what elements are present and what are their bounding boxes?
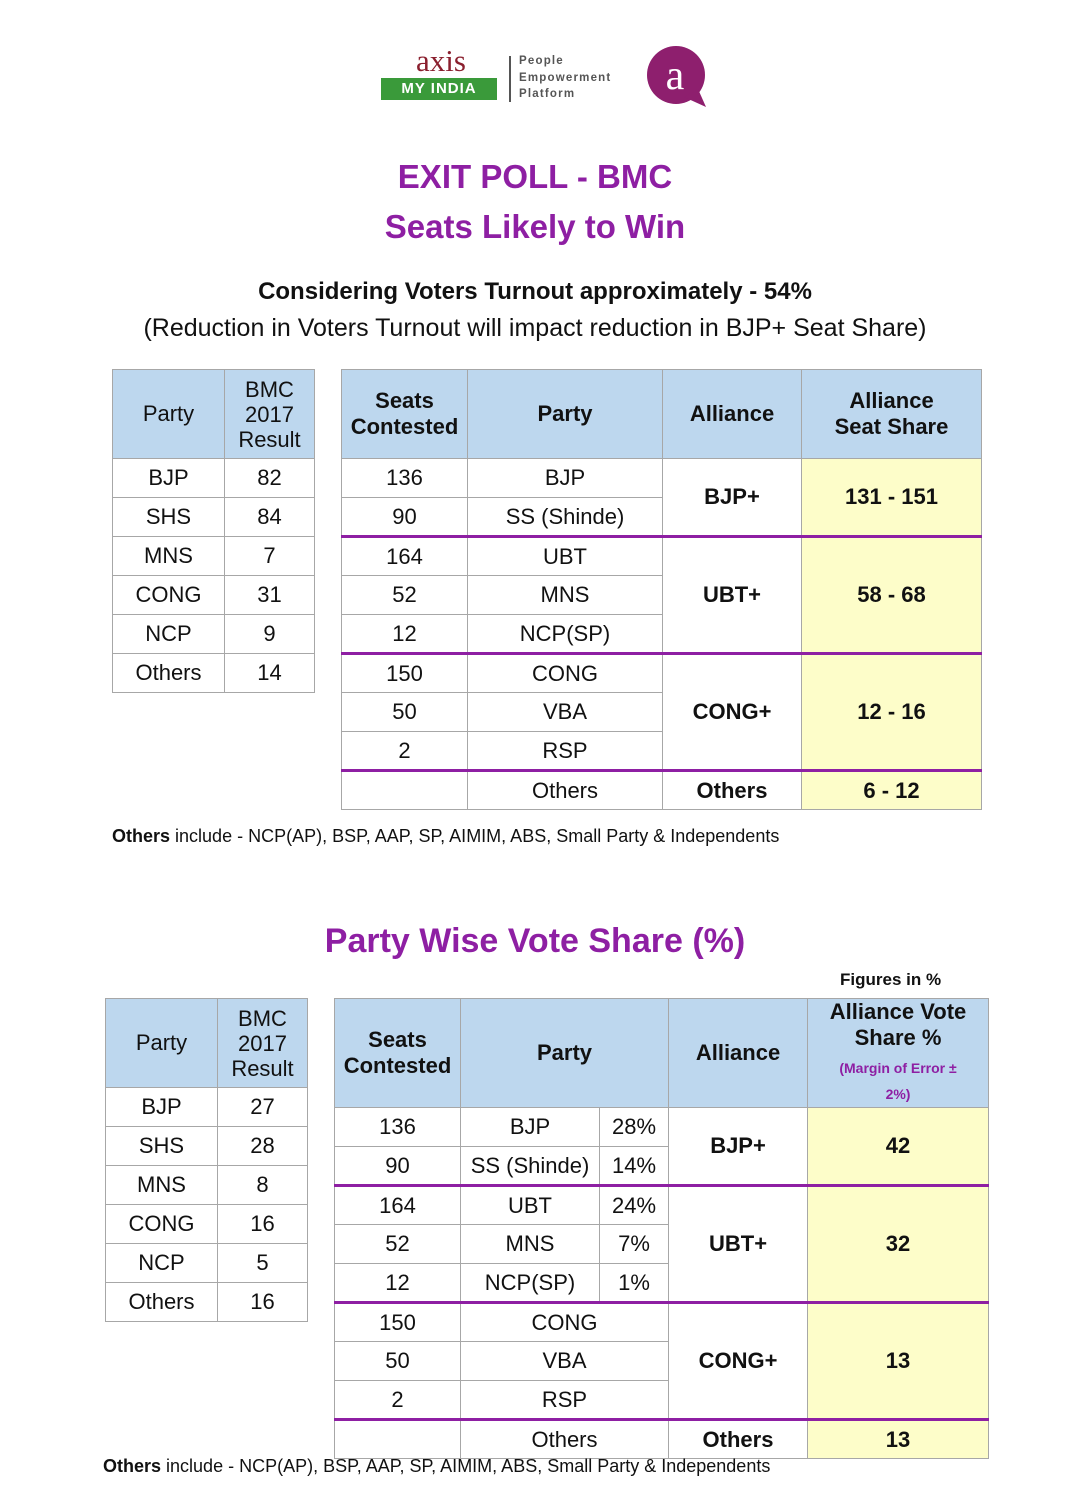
seats-contested-cell: 52: [335, 1225, 461, 1264]
party-cell: BJP: [468, 459, 663, 498]
alliance-cell: Others: [669, 1420, 808, 1459]
party-cell: BJP: [113, 459, 225, 498]
alliance-vote-share-cell: 32: [808, 1186, 989, 1303]
alliance-cell: BJP+: [663, 459, 802, 537]
seats-contested-cell: 2: [335, 1381, 461, 1420]
vote-share-projection-table: [334, 998, 989, 1459]
party-cell: SHS: [106, 1127, 218, 1166]
alliance-vote-share-cell: 42: [808, 1108, 989, 1186]
turnout-impact-note: (Reduction in Voters Turnout will impact reduction in BJP+ Seat Share): [143, 314, 927, 342]
result-cell: 31: [225, 576, 315, 615]
party-cell: UBT: [468, 537, 663, 576]
party-cell: BJP: [461, 1108, 600, 1147]
party-cell: SHS: [113, 498, 225, 537]
result-cell: 8: [218, 1166, 308, 1205]
party-cell: Others: [468, 771, 663, 810]
seats-contested-cell: 90: [335, 1147, 461, 1186]
col-header-bmc-2017: BMC 2017 Result: [225, 370, 315, 459]
col-header-alliance-seat-share: Alliance Seat Share: [802, 370, 982, 459]
party-cell: Others: [106, 1283, 218, 1322]
result-cell: 16: [218, 1205, 308, 1244]
party-vote-share-cell: 24%: [600, 1186, 669, 1225]
others-label: Others: [103, 1456, 162, 1476]
seats-contested-cell: 150: [335, 1303, 461, 1342]
alliance-cell: Others: [663, 771, 802, 810]
party-cell: VBA: [468, 693, 663, 732]
seats-contested-cell: 90: [342, 498, 468, 537]
party-cell: MNS: [468, 576, 663, 615]
col-header-seats-contested: Seats Contested: [335, 999, 461, 1108]
party-cell: BJP: [106, 1088, 218, 1127]
logo-myindia-badge: MY INDIA: [381, 78, 497, 100]
others-footnote: [112, 826, 779, 847]
party-vote-share-cell: 7%: [600, 1225, 669, 1264]
result-cell: 7: [225, 537, 315, 576]
party-cell: MNS: [461, 1225, 600, 1264]
party-cell: SS (Shinde): [468, 498, 663, 537]
logo-axis-wordmark: axis: [416, 43, 466, 78]
alliance-seat-share-cell: 12 - 16: [802, 654, 982, 771]
alliance-vote-share-cell: 13: [808, 1303, 989, 1420]
party-cell: NCP(SP): [461, 1264, 600, 1303]
alliance-seat-share-cell: 6 - 12: [802, 771, 982, 810]
col-header-bmc-2017: BMC 2017 Result: [218, 999, 308, 1088]
seats-contested-cell: [342, 771, 468, 810]
party-cell: SS (Shinde): [461, 1147, 600, 1186]
party-cell: CONG: [468, 654, 663, 693]
col-header-alliance-vote-share-label: Alliance Vote Share %: [829, 999, 967, 1050]
seats-contested-cell: 164: [335, 1186, 461, 1225]
alliance-cell: CONG+: [669, 1303, 808, 1420]
alliance-seat-share-cell: 131 - 151: [802, 459, 982, 537]
alliance-vote-share-cell: 13: [808, 1420, 989, 1459]
col-header-alliance: Alliance: [669, 999, 808, 1108]
result-cell: 14: [225, 654, 315, 693]
party-vote-share-cell: 1%: [600, 1264, 669, 1303]
margin-of-error-note: (Margin of Error ± 2%): [839, 1060, 957, 1102]
logo-tagline-line: People: [519, 55, 564, 67]
col-header-seats-contested: Seats Contested: [342, 370, 468, 459]
seats-contested-cell: 136: [342, 459, 468, 498]
party-vote-share-cell: 28%: [600, 1108, 669, 1147]
others-list: include - NCP(AP), BSP, AAP, SP, AIMIM, ABS, Small Party & Independents: [161, 1456, 771, 1476]
speech-bubble-logo-icon: [644, 45, 708, 109]
col-header-party: Party: [106, 999, 218, 1088]
party-cell: RSP: [461, 1381, 669, 1420]
seat-projection-table: [341, 369, 982, 810]
seats-contested-cell: 12: [342, 615, 468, 654]
section1-title: EXIT POLL - BMC: [397, 158, 673, 195]
result-cell: 82: [225, 459, 315, 498]
party-vote-share-cell: 14%: [600, 1147, 669, 1186]
seats-contested-cell: 12: [335, 1264, 461, 1303]
result-cell: 84: [225, 498, 315, 537]
party-cell: MNS: [113, 537, 225, 576]
col-header-alliance: Alliance: [663, 370, 802, 459]
seats-contested-cell: 136: [335, 1108, 461, 1147]
alliance-cell: CONG+: [663, 654, 802, 771]
party-cell: CONG: [113, 576, 225, 615]
seats-contested-cell: 164: [342, 537, 468, 576]
col-header-party: Party: [113, 370, 225, 459]
seats-contested-cell: [335, 1420, 461, 1459]
others-footnote: [103, 1456, 770, 1477]
bmc-2017-seat-table: [112, 369, 315, 693]
result-cell: 5: [218, 1244, 308, 1283]
alliance-cell: BJP+: [669, 1108, 808, 1186]
result-cell: 27: [218, 1088, 308, 1127]
party-cell: RSP: [468, 732, 663, 771]
seats-contested-cell: 50: [342, 693, 468, 732]
party-cell: VBA: [461, 1342, 669, 1381]
party-cell: Others: [113, 654, 225, 693]
col-header-party: Party: [468, 370, 663, 459]
svg-text:a: a: [665, 53, 685, 99]
col-header-alliance-vote-share: [808, 999, 989, 1108]
others-list: include - NCP(AP), BSP, AAP, SP, AIMIM, ABS, Small Party & Independents: [170, 826, 780, 846]
party-cell: Others: [461, 1420, 669, 1459]
col-header-party: Party: [461, 999, 669, 1108]
party-cell: NCP(SP): [468, 615, 663, 654]
party-cell: MNS: [106, 1166, 218, 1205]
party-cell: CONG: [106, 1205, 218, 1244]
seats-contested-cell: 150: [342, 654, 468, 693]
result-cell: 16: [218, 1283, 308, 1322]
result-cell: 28: [218, 1127, 308, 1166]
alliance-cell: UBT+: [663, 537, 802, 654]
others-label: Others: [112, 826, 171, 846]
alliance-cell: UBT+: [669, 1186, 808, 1303]
party-cell: NCP: [113, 615, 225, 654]
seats-contested-cell: 50: [335, 1342, 461, 1381]
section1-subtitle-title: Seats Likely to Win: [384, 208, 686, 245]
logo-tagline: [519, 53, 611, 103]
bmc-2017-vote-table: [105, 998, 308, 1322]
logo-divider: [509, 56, 511, 102]
party-cell: CONG: [461, 1303, 669, 1342]
party-cell: NCP: [106, 1244, 218, 1283]
party-cell: UBT: [461, 1186, 600, 1225]
logo-tagline-line: Platform: [519, 88, 576, 100]
logo-tagline-line: Empowerment: [519, 71, 612, 84]
figures-note: Figures in %: [840, 970, 942, 989]
result-cell: 9: [225, 615, 315, 654]
turnout-note: Considering Voters Turnout approximately - 54%: [258, 278, 812, 305]
seats-contested-cell: 52: [342, 576, 468, 615]
vote-share-title: Party Wise Vote Share (%): [324, 922, 746, 960]
alliance-seat-share-cell: 58 - 68: [802, 537, 982, 654]
seats-contested-cell: 2: [342, 732, 468, 771]
